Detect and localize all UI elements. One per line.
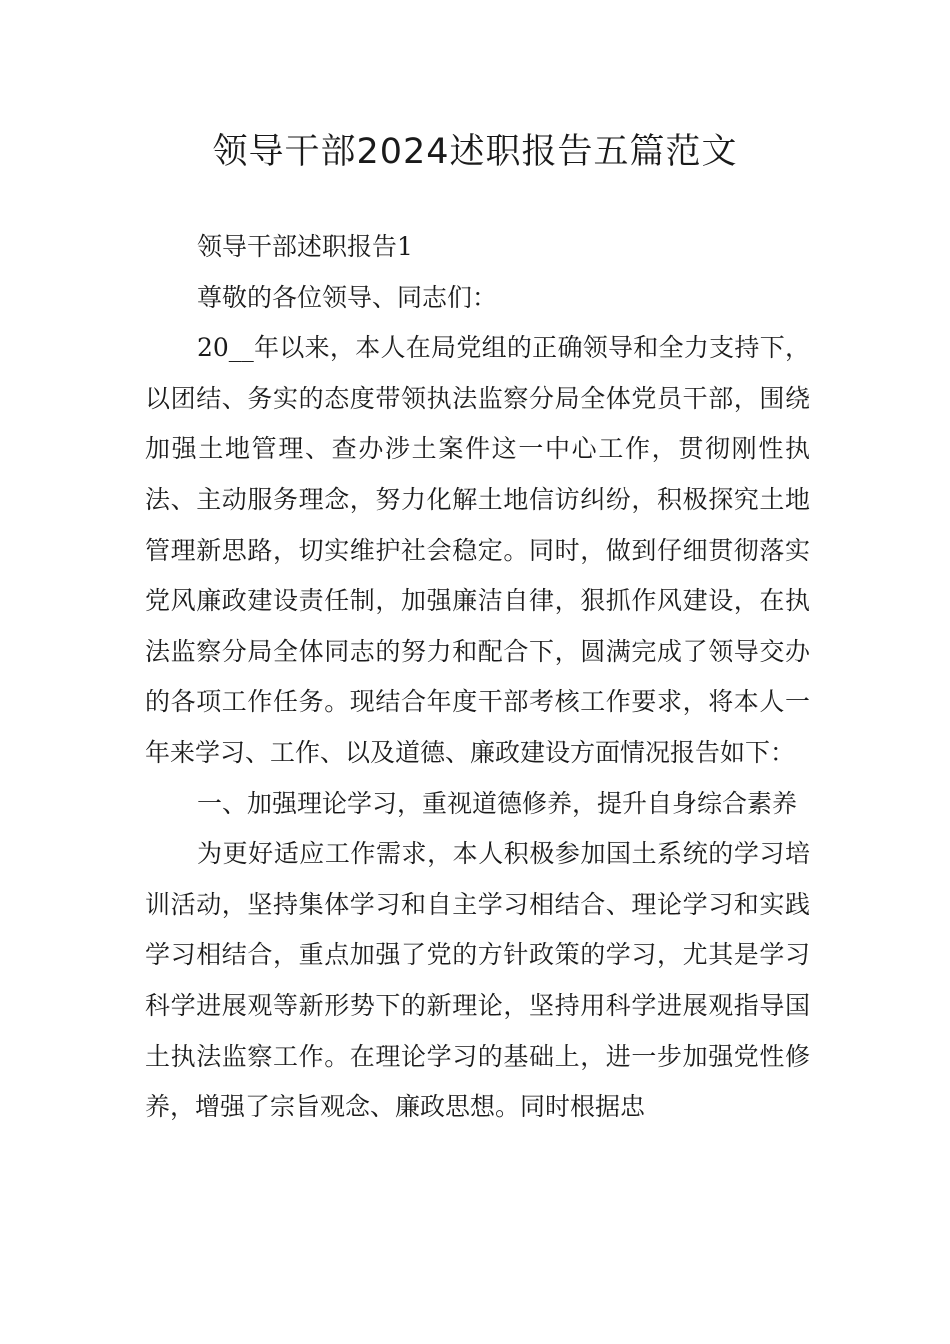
paragraph-section-heading-1: 一、加强理论学习，重视道德修养，提升自身综合素养 (197, 788, 798, 818)
paragraph-section-body-1: 为更好适应工作需求，本人积极参加国土系统的学习培训活动，坚持集体学习和自主学习相结合、理论学习和实践学习相结合，重点加强了党的方针政策的学习，尤其是学习科学进展观等新形势下的新理论，坚持用科学进展观指导国土执法监察工作。在理论学习的基础上，进一步加强党性修养，增强了宗旨观念、廉政思想。同时根据忠 (145, 839, 810, 1122)
paragraph-salutation: 尊敬的各位领导、同志们： (197, 282, 498, 312)
document-title: 领导干部2024述职报告五篇范文 (212, 132, 738, 172)
document-body (145, 222, 810, 1133)
paragraph-report-heading: 领导干部述职报告1 (197, 232, 413, 261)
paragraph-introduction: 20__年以来，本人在局党组的正确领导和全力支持下，以团结、务实的态度带领执法监察分局全体党员干部，围绕加强土地管理、查办涉土案件这一中心工作，贯彻刚性执法、主动服务理念，努力化解土地信访纠纷，积极探究土地管理新思路，切实维护社会稳定。同时，做到仔细贯彻落实党风廉政建设责任制，加强廉洁自律，狠抓作风建设，在执法监察分局全体同志的努力和配合下，圆满完成了领导交办的各项工作任务。现结合年度干部考核工作要求，将本人一年来学习、工作、以及道德、廉政建设方面情况报告如下： (145, 333, 810, 767)
